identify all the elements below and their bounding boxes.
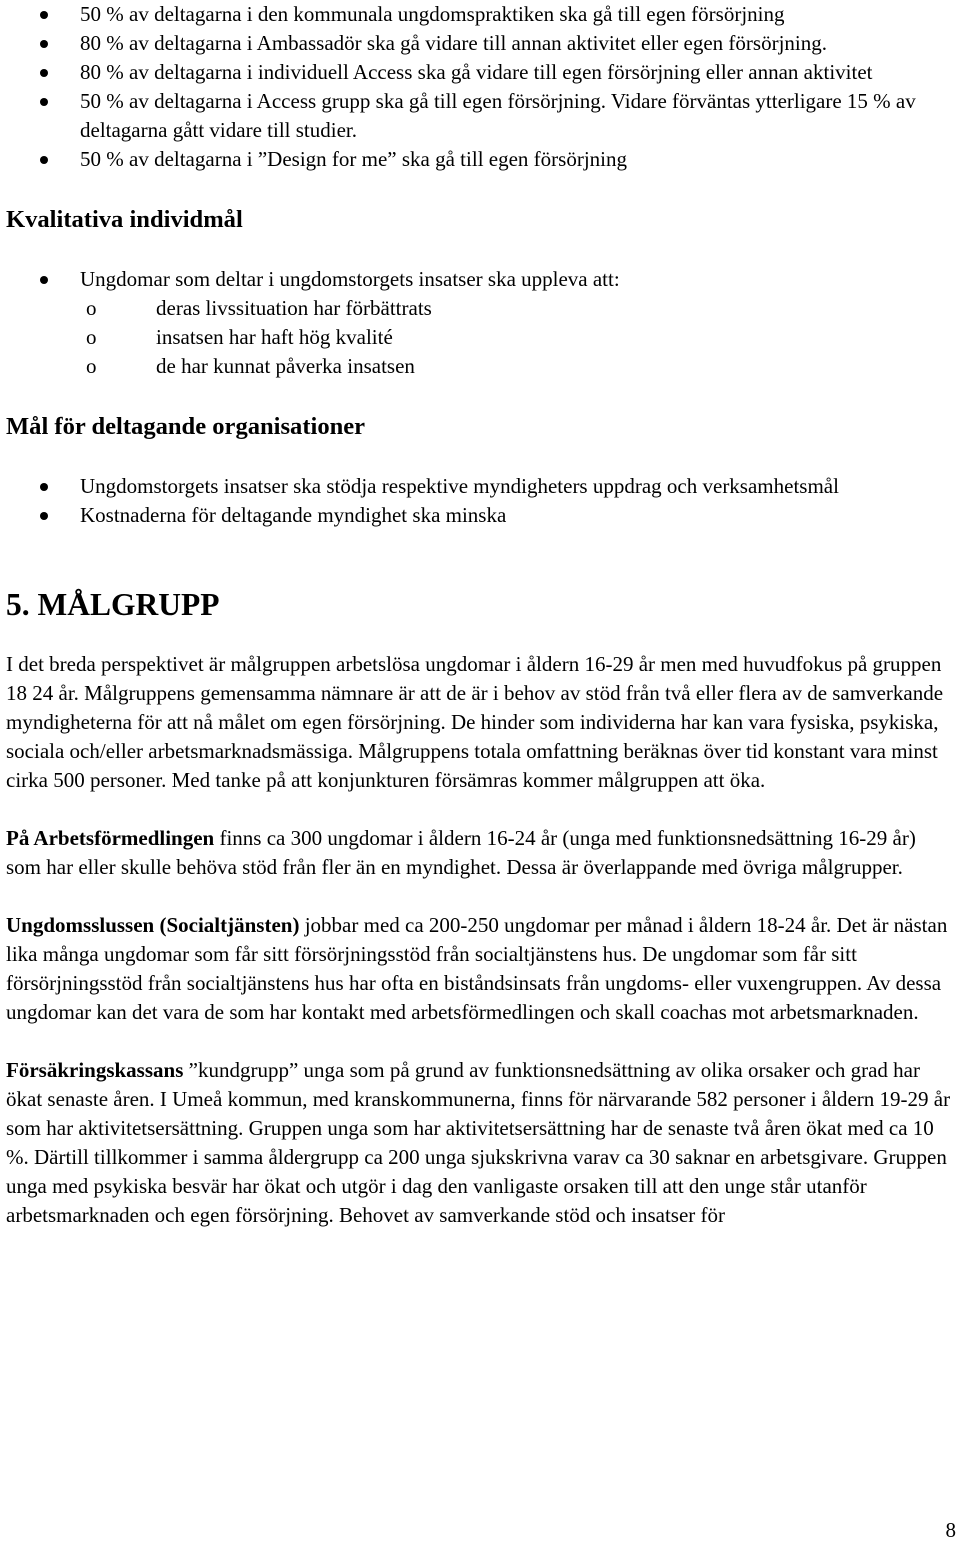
sub-list-item: o insatsen har haft hög kvalité — [80, 323, 946, 352]
sub-list-item: o deras livssituation har förbättrats — [80, 294, 946, 323]
list-item — [6, 265, 956, 381]
list-item: 50 % av deltagarna i Access grupp ska gå till egen försörjning. Vidare förväntas ytterligare 15 % av deltagarna gått vidare till studier. — [6, 87, 956, 145]
list-item: Kostnaderna för deltagande myndighet ska minska — [6, 501, 956, 530]
list-item: 50 % av deltagarna i ”Design for me” ska gå till egen försörjning — [6, 145, 956, 174]
page-number: 8 — [945, 1518, 956, 1542]
list-item-text: Ungdomar som deltar i ungdomstorgets insatser ska uppleva att: — [80, 267, 620, 291]
document-page — [6, 0, 956, 1230]
forsakringskassan-paragraph — [6, 1056, 956, 1230]
kvalitativa-bullet-list — [6, 265, 956, 381]
section-heading-kvalitativa: Kvalitativa individmål — [6, 206, 243, 233]
organisationer-bullet-list — [6, 472, 956, 530]
list-item: 80 % av deltagarna i Ambassadör ska gå vidare till annan aktivitet eller egen försörjning. — [6, 29, 956, 58]
malgrupp-intro-paragraph: I det breda perspektivet är målgruppen arbetslösa ungdomar i åldern 16-29 år men med huvudfokus på gruppen 18 24 år. Målgruppens gemensamma nämnare är att de är i behov av stöd från två eller flera av de samverkande myndigheterna för att nå målet om egen försörjning. De hinder som individerna har kan vara fysiska, psykiska, sociala och/eller arbetsmarknadsmässiga. Målgruppens totala omfattning beräknas över tid konstant vara minst cirka 500 personer. Med tanke på att konjunkturen försämras kommer målgruppen att öka. — [6, 652, 944, 792]
goal-bullet-list — [6, 0, 956, 174]
paragraph-lead-bold: Försäkringskassans — [6, 1058, 184, 1082]
arbetsformedlingen-paragraph — [6, 824, 956, 882]
list-item: 50 % av deltagarna i den kommunala ungdomspraktiken ska gå till egen försörjning — [6, 0, 956, 29]
list-item: Ungdomstorgets insatser ska stödja respektive myndigheters uppdrag och verksamhetsmål — [6, 472, 956, 501]
section-heading-malgrupp: 5. MÅLGRUPP — [6, 587, 220, 622]
paragraph-lead-bold: Ungdomsslussen (Socialtjänsten) — [6, 913, 300, 937]
paragraph-text: finns ca 300 ungdomar i åldern 16-24 år (unga med funktionsnedsättning 16-29 år) som har eller skulle behöva stöd från fler än en myndighet. Dessa är överlappande med övriga målgrupper. — [6, 826, 916, 879]
paragraph-text: jobbar med ca 200-250 ungdomar per månad i åldern 18-24 år. Det är nästan lika många ungdomar som får sitt försörjningsstöd från socialtjänstens hus. De ungdomar som får sitt försörjningsstöd från socialtjänstens hus har ofta en biståndsinsats från ungdoms- eller vuxengruppen. Av dessa ungdomar kan det vara de som har kontakt med arbetsförmedlingen och skall coachas mot arbetsmarknaden. — [6, 913, 948, 1024]
paragraph-lead-bold: På Arbetsförmedlingen — [6, 826, 215, 850]
ungdomsslussen-paragraph — [6, 911, 956, 1027]
list-item: 80 % av deltagarna i individuell Access ska gå vidare till egen försörjning eller annan aktivitet — [6, 58, 956, 87]
sub-list — [80, 294, 946, 381]
section-heading-organisationer: Mål för deltagande organisationer — [6, 413, 366, 440]
paragraph-text: ”kundgrupp” unga som på grund av funktionsnedsättning av olika orsaker och grad har ökat senaste åren. I Umeå kommun, med kranskommunerna, finns för närvarande 582 personer i åldern 19-29 år som har aktivitetsersättning. Gruppen unga som har aktivitetsersättning har de senaste två åren ökat med ca 10 %. Därtill tillkommer i samma åldergrupp ca 200 unga sjukskrivna varav ca 30 saknar en arbetsgivare. Gruppen unga med psykiska besvär har ökat och utgör i dag den vanligaste orsaken till att den unge står utanför arbetsmarknaden och egen försörjning. Behovet av samverkande stöd och insatser för — [6, 1058, 951, 1227]
sub-list-item: o de har kunnat påverka insatsen — [80, 352, 946, 381]
